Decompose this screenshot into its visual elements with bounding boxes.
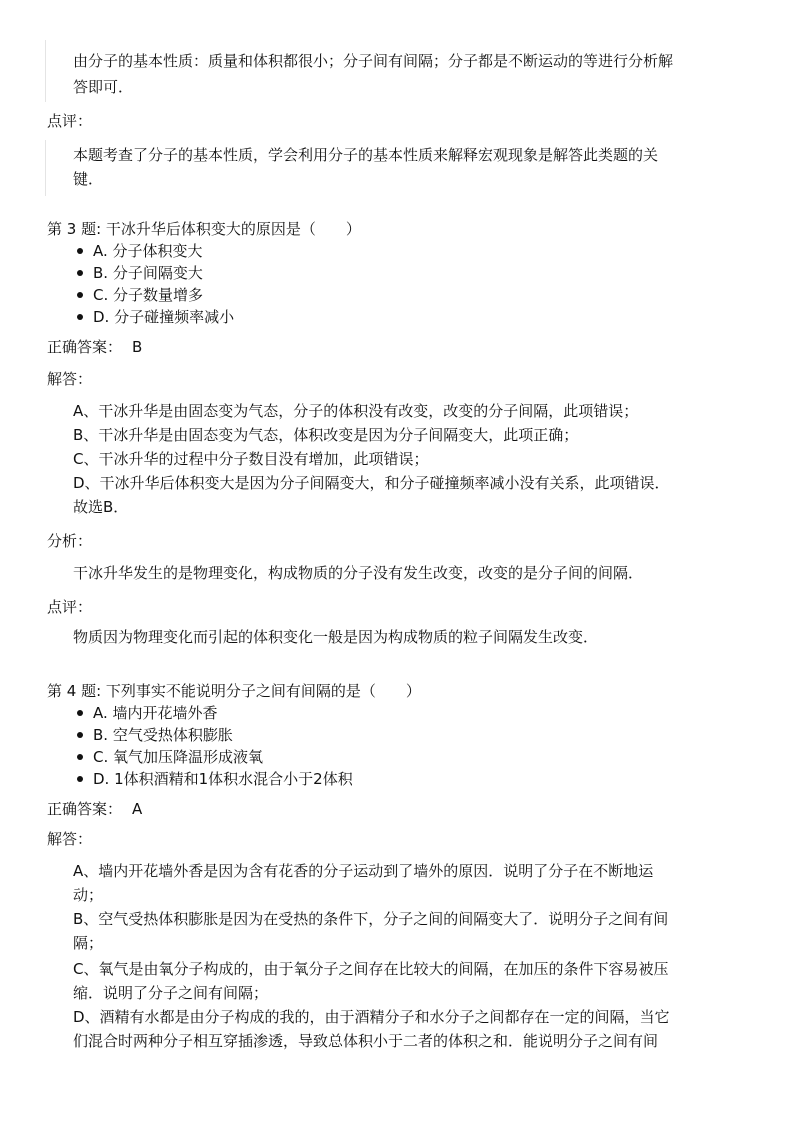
answer-value: B bbox=[132, 338, 143, 356]
bullet-icon bbox=[77, 732, 83, 738]
solution-line: 动； bbox=[73, 886, 104, 904]
analysis-line: 干冰升华发生的是物理变化，构成物质的分子没有发生改变，改变的是分子间的间隔． bbox=[73, 564, 644, 582]
bullet-icon bbox=[77, 314, 83, 320]
answer-label: 正确答案： bbox=[47, 338, 123, 356]
bullet-icon bbox=[77, 270, 83, 276]
solution-line: D、干冰升华后体积变大是因为分子间隔变大，和分子碰撞频率减小没有关系，此项错误． bbox=[73, 474, 670, 492]
solution-line: D、酒精有水都是由分子构成的我的，由于酒精分子和水分子之间都存在一定的间隔，当它 bbox=[73, 1008, 670, 1026]
solution-line: B、干冰升华是由固态变为气态，体积改变是因为分子间隔变大，此项正确； bbox=[73, 426, 579, 444]
solution-label: 解答： bbox=[47, 830, 93, 848]
comment-label: 点评： bbox=[47, 112, 93, 130]
section-divider bbox=[45, 140, 46, 196]
answer-value: A bbox=[132, 800, 143, 818]
bullet-icon bbox=[77, 710, 83, 716]
option-item: A. 分子体积变大 bbox=[93, 242, 203, 260]
option-item: B. 空气受热体积膨胀 bbox=[93, 726, 233, 744]
option-item: D. 分子碰撞频率减小 bbox=[93, 308, 235, 326]
option-item: C. 分子数量增多 bbox=[93, 286, 204, 304]
solution-label: 解答： bbox=[47, 370, 93, 388]
comment-line: 键． bbox=[73, 170, 104, 188]
option-item: C. 氧气加压降温形成液氧 bbox=[93, 748, 264, 766]
analysis-label: 分析： bbox=[47, 532, 93, 550]
bullet-icon bbox=[77, 248, 83, 254]
question-title: 第 3 题: 干冰升华后体积变大的原因是（ ） bbox=[47, 220, 361, 238]
bullet-icon bbox=[77, 292, 83, 298]
section-divider bbox=[45, 40, 46, 102]
solution-line: C、氧气是由氧分子构成的，由于氧分子之间存在比较大的间隔，在加压的条件下容易被压 bbox=[73, 960, 669, 978]
comment-line: 物质因为物理变化而引起的体积变化一般是因为构成物质的粒子间隔发生改变． bbox=[73, 628, 599, 646]
solution-line: 隔； bbox=[73, 934, 104, 952]
solution-line: 缩．说明了分子之间有间隔； bbox=[73, 984, 269, 1002]
option-item: B. 分子间隔变大 bbox=[93, 264, 203, 282]
analysis-line: 答即可． bbox=[73, 78, 134, 96]
bullet-icon bbox=[77, 776, 83, 782]
solution-line: 故选B． bbox=[73, 498, 129, 516]
solution-line: A、干冰升华是由固态变为气态，分子的体积没有改变，改变的分子间隔，此项错误； bbox=[73, 402, 639, 420]
answer-label: 正确答案： bbox=[47, 800, 123, 818]
solution-line: B、空气受热体积膨胀是因为在受热的条件下，分子之间的间隔变大了．说明分子之间有间 bbox=[73, 910, 669, 928]
option-item: D. 1体积酒精和1体积水混合小于2体积 bbox=[93, 770, 353, 788]
solution-line: 们混合时两种分子相互穿插渗透，导致总体积小于二者的体积之和．能说明分子之间有间 bbox=[73, 1032, 659, 1050]
question-title: 第 4 题: 下列事实不能说明分子之间有间隔的是（ ） bbox=[47, 682, 421, 700]
analysis-line: 由分子的基本性质：质量和体积都很小；分子间有间隔；分子都是不断运动的等进行分析解 bbox=[73, 52, 674, 70]
bullet-icon bbox=[77, 754, 83, 760]
solution-line: C、干冰升华的过程中分子数目没有增加，此项错误； bbox=[73, 450, 429, 468]
option-item: A. 墙内开花墙外香 bbox=[93, 704, 218, 722]
solution-line: A、墙内开花墙外香是因为含有花香的分子运动到了墙外的原因．说明了分子在不断地运 bbox=[73, 862, 654, 880]
comment-label: 点评： bbox=[47, 598, 93, 616]
comment-line: 本题考查了分子的基本性质，学会利用分子的基本性质来解释宏观现象是解答此类题的关 bbox=[73, 146, 659, 164]
